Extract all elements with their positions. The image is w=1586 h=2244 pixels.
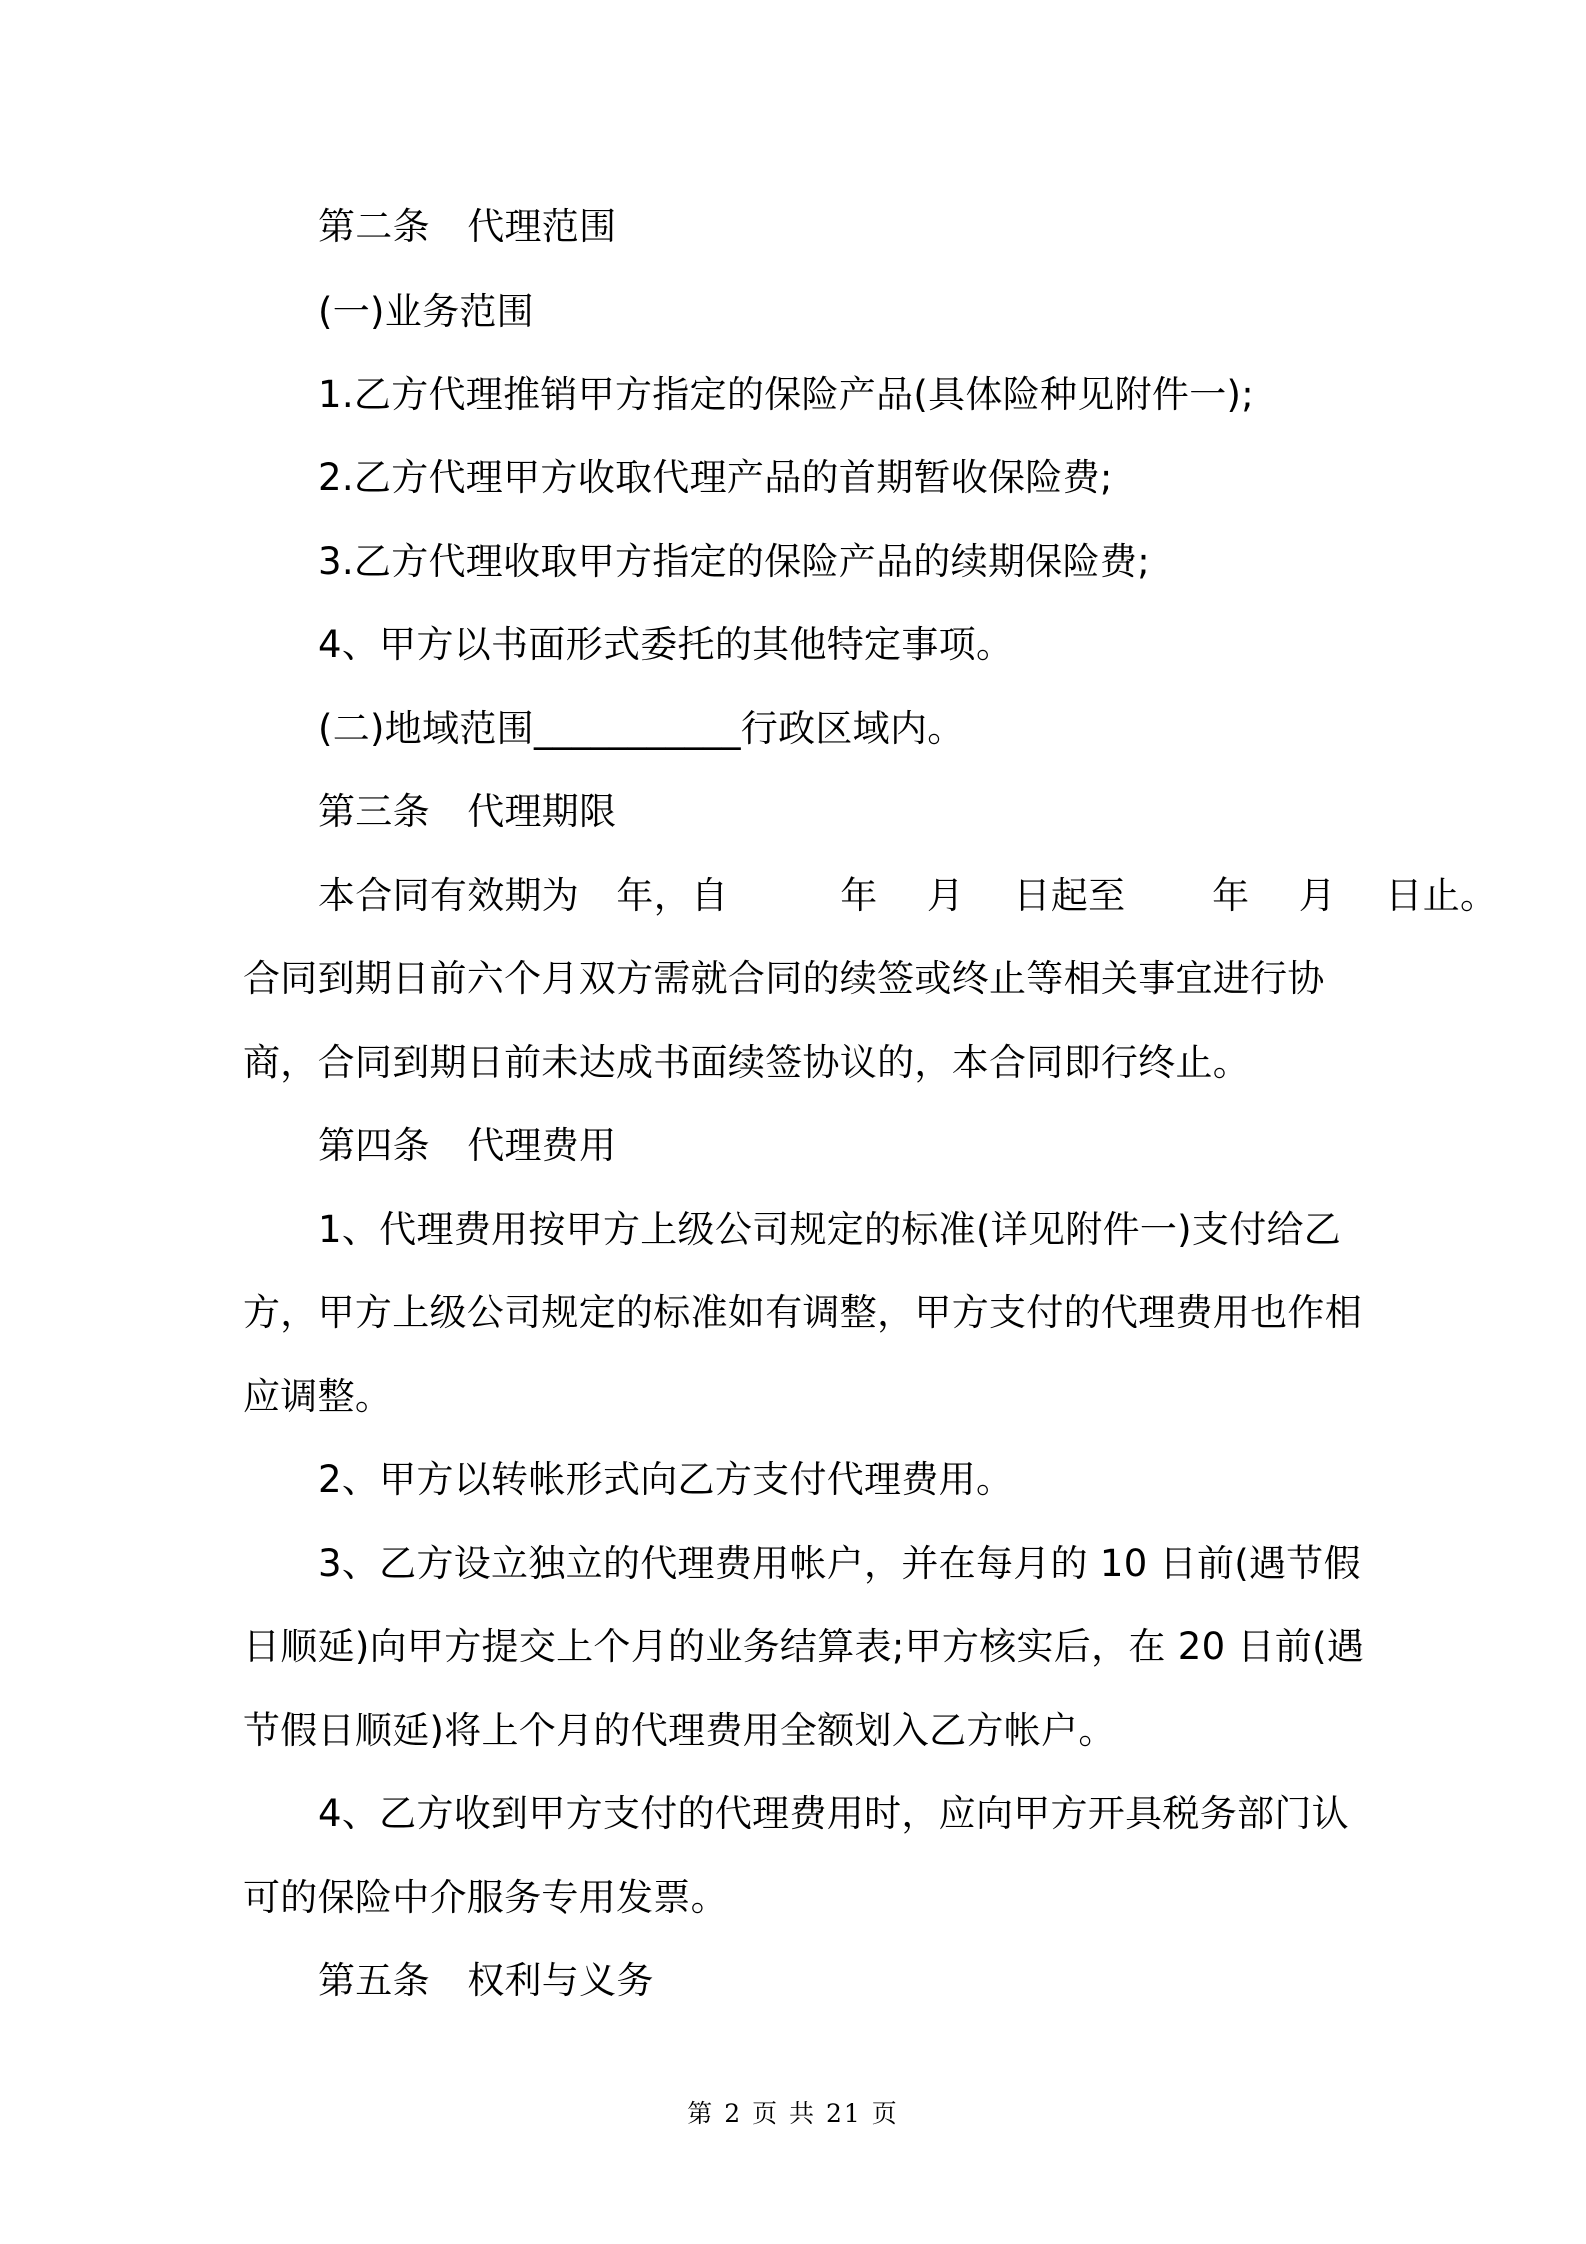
paragraph-line: 可的保险中介服务专用发票。 bbox=[243, 1876, 728, 1919]
paragraph-line: 商，合同到期日前未达成书面续签协议的，本合同即行终止。 bbox=[243, 1041, 1251, 1084]
section-heading-article-5: 第五条 权利与义务 bbox=[318, 1959, 654, 2002]
paragraph-line: 1、代理费用按甲方上级公司规定的标准(详见附件一)支付给乙 bbox=[318, 1208, 1342, 1251]
paragraph-line: 3、乙方设立独立的代理费用帐户，并在每月的 10 日前(遇节假 bbox=[318, 1542, 1361, 1585]
subsection-heading-region-scope: (二)地域范围___________行政区域内。 bbox=[318, 707, 965, 750]
section-heading-article-2: 第二条 代理范围 bbox=[318, 205, 617, 248]
subsection-heading-business-scope: (一)业务范围 bbox=[318, 290, 534, 333]
paragraph-line: 4、甲方以书面形式委托的其他特定事项。 bbox=[318, 623, 1014, 666]
paragraph-line: 2.乙方代理甲方收取代理产品的首期暂收保险费; bbox=[318, 456, 1113, 499]
page-number-footer: 第 2 页 共 21 页 bbox=[687, 2099, 899, 2128]
paragraph-line: 2、甲方以转帐形式向乙方支付代理费用。 bbox=[318, 1458, 1014, 1501]
paragraph-line: 合同到期日前六个月双方需就合同的续签或终止等相关事宜进行协 bbox=[243, 957, 1325, 1000]
paragraph-line: 4、乙方收到甲方支付的代理费用时，应向甲方开具税务部门认 bbox=[318, 1792, 1349, 1835]
paragraph-line: 方，甲方上级公司规定的标准如有调整，甲方支付的代理费用也作相 bbox=[243, 1291, 1362, 1334]
paragraph-line: 本合同有效期为 年，自 年 月 日起至 年 月 日止。 bbox=[318, 874, 1498, 917]
paragraph-line: 日顺延)向甲方提交上个月的业务结算表;甲方核实后，在 20 日前(遇 bbox=[243, 1625, 1365, 1668]
section-heading-article-4: 第四条 代理费用 bbox=[318, 1124, 617, 1167]
paragraph-line: 3.乙方代理收取甲方指定的保险产品的续期保险费; bbox=[318, 540, 1150, 583]
paragraph-line: 1.乙方代理推销甲方指定的保险产品(具体险种见附件一); bbox=[318, 373, 1255, 416]
paragraph-line: 节假日顺延)将上个月的代理费用全额划入乙方帐户。 bbox=[243, 1709, 1116, 1752]
section-heading-article-3: 第三条 代理期限 bbox=[318, 790, 617, 833]
paragraph-line: 应调整。 bbox=[243, 1375, 393, 1418]
